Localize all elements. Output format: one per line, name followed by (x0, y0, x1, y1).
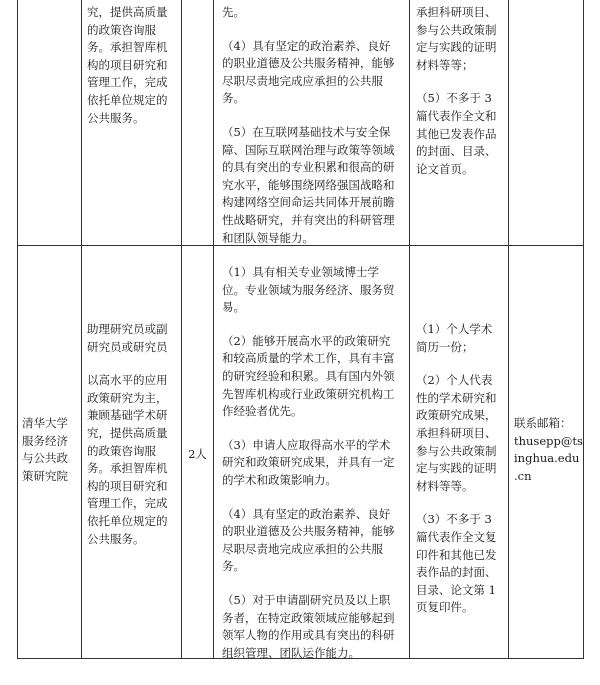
contact-cell (514, 415, 582, 485)
material-line: 承担科研项目、 (416, 425, 497, 440)
grid-line-v6 (508, 0, 509, 659)
requirement-line: 障、国际互联网治理与政策等领域 (222, 142, 395, 157)
top-materials-cell (416, 4, 508, 178)
unit-name-line: 清华大学 (22, 416, 68, 430)
material-line: 论文首页。 (416, 161, 474, 176)
top-duties-line: 的政策咨询服 (87, 22, 156, 37)
grid-line-v5 (409, 0, 410, 659)
material-line: 其他已发表作品 (416, 126, 497, 141)
requirement-line: 和较高质量的学术工作，具有丰富 (222, 351, 395, 366)
requirement-line: 的职业道德及公共服务精神，能够 (222, 56, 395, 71)
bottom-requirements-cell (222, 264, 408, 662)
requirement-line: 作经验者优先。 (222, 404, 303, 419)
top-duties-line: 务。承担智库机 (87, 40, 168, 55)
requirement-line: 组织管理、团队运作能力。 (222, 645, 360, 660)
headcount-cell (182, 446, 213, 464)
material-line: （3）不多于 3 (416, 512, 492, 527)
position-title-line: 研究员或研究员 (87, 339, 168, 354)
duties-line: 的政策咨询服 (87, 443, 156, 458)
material-line: 材料等等； (416, 57, 474, 72)
requirement-line: （5）在互联网基础技术与安全保 (222, 124, 391, 139)
material-line: 参与公共政策制 (416, 22, 497, 37)
material-line: 承担科研项目、 (416, 5, 497, 19)
requirement-line: 性战略研究，并有突出的科研管理 (222, 212, 395, 227)
unit-name-line: 策研究院 (22, 468, 68, 483)
material-line: 的封面、目录、 (416, 144, 497, 159)
duties-line: 管理工作，完成 (87, 496, 168, 511)
material-line: 印件和其他已发 (416, 547, 497, 562)
contact-label: 联系邮箱： (514, 416, 572, 430)
requirement-line: 和团队领导能力。 (222, 230, 314, 245)
material-line: 篇代表作全文复 (416, 529, 497, 544)
requirement-line: 的研究经验和积累。具有国内外领 (222, 368, 395, 383)
material-line: 定与实践的证明 (416, 40, 497, 55)
requirement-line: （1）具有相关专业领域博士学 (222, 265, 379, 279)
requirement-line: 的学术和政策影响力。 (222, 472, 337, 487)
requirement-line: 务。 (222, 91, 245, 106)
grid-line-v2 (81, 0, 82, 659)
duties-line: 政策研究为主， (87, 390, 168, 405)
requirement-line: （4）具有坚定的政治素养、良好 (222, 38, 391, 53)
material-line: 定与实践的证明 (416, 461, 497, 476)
requirement-line: 先智库机构或行业政策研究机构工 (222, 386, 395, 401)
position-title-line: 助理研究员或副 (87, 322, 168, 336)
material-line: 页复印件。 (416, 600, 474, 615)
material-line: （1）个人学术 (416, 322, 493, 336)
requirement-line: （3）申请人应取得高水平的学术 (222, 437, 391, 452)
material-line: 性的学术研究和 (416, 390, 497, 405)
material-line: 材料等等。 (416, 478, 474, 493)
unit-name-line: 与公共政 (22, 451, 68, 466)
top-duties-line: 管理工作，完成 (87, 75, 168, 90)
requirement-line: 务。 (222, 559, 245, 574)
duties-line: 以高水平的应用 (87, 373, 168, 388)
grid-line-v4 (213, 0, 214, 659)
top-requirements-cell (222, 4, 408, 247)
requirement-line: （2）能够开展高水平的政策研究 (222, 333, 391, 348)
requirement-line: （4）具有坚定的政治素养、良好 (222, 506, 391, 521)
contact-email-line[interactable]: thusepp@ts (514, 433, 583, 448)
duties-line: 务。承担智库机 (87, 461, 168, 476)
material-line: 篇代表作全文和 (416, 108, 497, 123)
requirement-line: 先。 (222, 5, 245, 19)
headcount: 2人 (188, 447, 207, 461)
requirement-line: 研究和政策研究成果，并具有一定 (222, 455, 395, 470)
bottom-materials-cell (416, 321, 508, 617)
top-duties-line: 公共服务。 (87, 110, 145, 125)
material-line: （2）个人代表 (416, 373, 493, 388)
top-duties-line: 构的项目研究和 (87, 57, 168, 72)
unit-name-cell (22, 415, 80, 485)
duties-line: 构的项目研究和 (87, 478, 168, 493)
material-line: 表作品的封面、 (416, 565, 497, 580)
duties-line: 兼顾基础学术研 (87, 408, 168, 423)
material-line: 简历一份； (416, 339, 474, 354)
grid-line-v3 (181, 0, 182, 659)
contact-email-line[interactable]: inghua.edu (514, 451, 580, 466)
duties-line: 依托单位规定的 (87, 513, 168, 528)
material-line: 参与公共政策制 (416, 443, 497, 458)
duties-line: 究，提供高质量 (87, 425, 168, 440)
requirement-line: 领军人物的作用或具有突出的科研 (222, 628, 395, 643)
requirement-line: 究水平，能够围绕网络强国战略和 (222, 177, 395, 192)
contact-email-line[interactable]: .cn (514, 468, 532, 483)
material-line: （5）不多于 3 (416, 91, 492, 106)
unit-name-line: 服务经济 (22, 433, 68, 448)
material-line: 政策研究成果， (416, 408, 497, 423)
duties-line: 公共服务。 (87, 531, 145, 546)
requirement-line: 务者，在特定政策领域应能够起到 (222, 610, 395, 625)
top-duties-line: 依托单位规定的 (87, 92, 168, 107)
requirement-line: 的具有突出的专业积累和很高的研 (222, 160, 395, 175)
requirement-line: 尽职尽责地完成应承担的公共服 (222, 541, 383, 556)
top-duties-line: 究，提供高质量 (87, 5, 168, 19)
top-duties-cell (87, 4, 179, 127)
requirement-line: 的职业道德及公共服务精神，能够 (222, 524, 395, 539)
requirement-line: 尽职尽责地完成应承担的公共服 (222, 73, 383, 88)
requirement-line: 构建网络空间命运共同体开展前瞻 (222, 195, 395, 210)
material-line: 目录、论文第 1 (416, 582, 496, 597)
requirement-line: 位。专业领域为服务经济、服务贸 (222, 282, 395, 297)
requirement-line: 易。 (222, 300, 245, 315)
requirement-line: （5）对于申请副研究员及以上职 (222, 592, 391, 607)
grid-line-v1 (17, 0, 18, 659)
position-duties-cell (87, 321, 179, 548)
grid-line-v7 (583, 0, 584, 659)
